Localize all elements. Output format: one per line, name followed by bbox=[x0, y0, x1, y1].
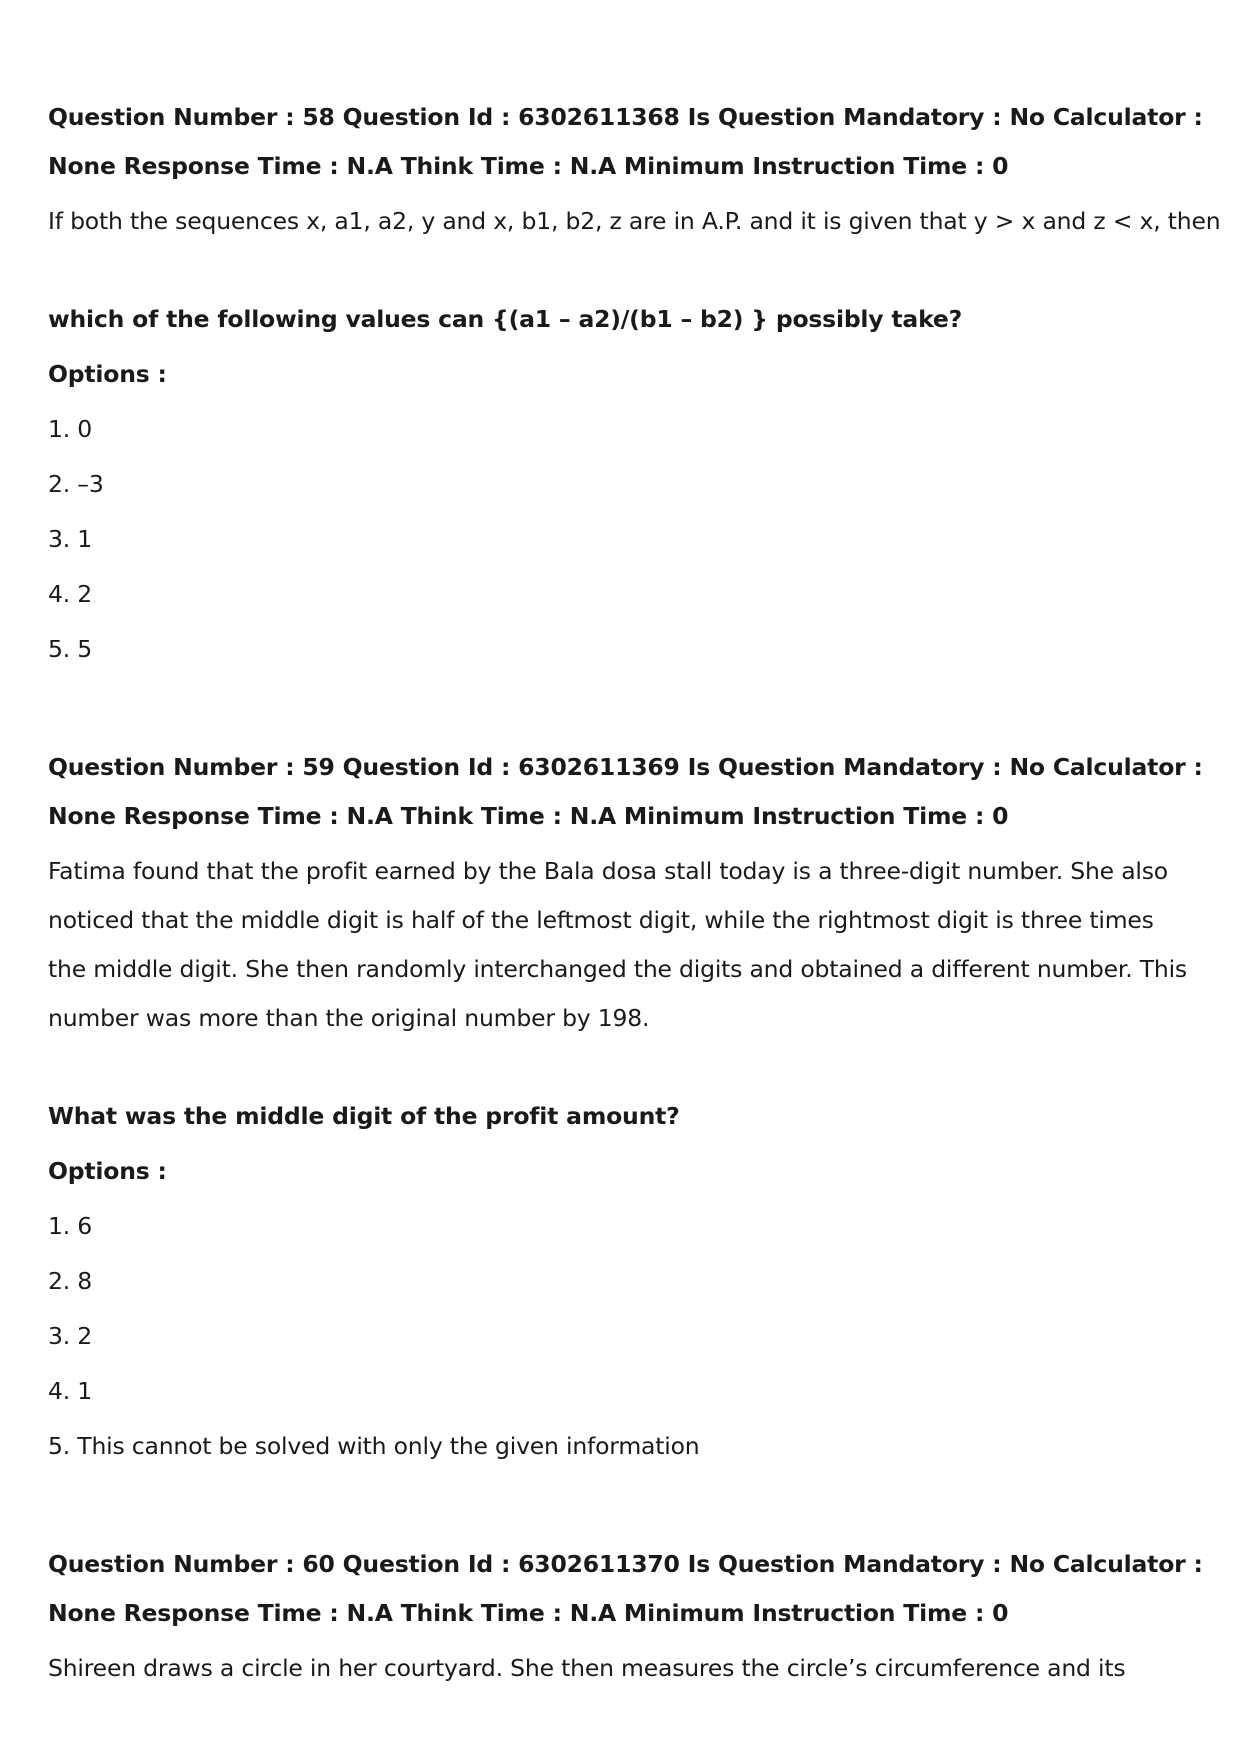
q58-option-3: 3. 1 bbox=[48, 525, 93, 553]
q58-option-5: 5. 5 bbox=[48, 635, 93, 663]
q59-option-4: 4. 1 bbox=[48, 1377, 93, 1405]
q58-option-1: 1. 0 bbox=[48, 415, 93, 443]
q59-options-label: Options : bbox=[48, 1157, 167, 1185]
q59-option-5: 5. This cannot be solved with only the given information bbox=[48, 1432, 700, 1460]
q58-question-text: which of the following values can {(a1 – a2)/(b1 – b2) } possibly take? bbox=[48, 305, 963, 333]
q59-header-line2: None Response Time : N.A Think Time : N.A Minimum Instruction Time : 0 bbox=[48, 802, 1009, 830]
q58-options-label: Options : bbox=[48, 360, 167, 388]
q58-option-4: 4. 2 bbox=[48, 580, 93, 608]
q60-header-line2: None Response Time : N.A Think Time : N.A Minimum Instruction Time : 0 bbox=[48, 1599, 1009, 1627]
q59-body-line3: the middle digit. She then randomly interchanged the digits and obtained a different number. This bbox=[48, 955, 1187, 983]
q59-body-line2: noticed that the middle digit is half of the leftmost digit, while the rightmost digit is three times bbox=[48, 906, 1154, 934]
q60-header-line1: Question Number : 60 Question Id : 6302611370 Is Question Mandatory : No Calculator : bbox=[48, 1550, 1203, 1578]
q58-header-line1: Question Number : 58 Question Id : 6302611368 Is Question Mandatory : No Calculator : bbox=[48, 103, 1203, 131]
q58-option-2: 2. –3 bbox=[48, 470, 104, 498]
q59-option-1: 1. 6 bbox=[48, 1212, 93, 1240]
q59-option-2: 2. 8 bbox=[48, 1267, 93, 1295]
q59-option-3: 3. 2 bbox=[48, 1322, 93, 1350]
q58-body-line1: If both the sequences x, a1, a2, y and x, b1, b2, z are in A.P. and it is given that y > x and z < x, then bbox=[48, 207, 1221, 235]
q58-header-line2: None Response Time : N.A Think Time : N.A Minimum Instruction Time : 0 bbox=[48, 152, 1009, 180]
q59-body-line4: number was more than the original number by 198. bbox=[48, 1004, 650, 1032]
q59-body-line1: Fatima found that the profit earned by the Bala dosa stall today is a three-digit number. She also bbox=[48, 857, 1168, 885]
q59-question-text: What was the middle digit of the profit amount? bbox=[48, 1102, 680, 1130]
q60-body-line1: Shireen draws a circle in her courtyard. She then measures the circle’s circumference and its bbox=[48, 1654, 1126, 1682]
q59-header-line1: Question Number : 59 Question Id : 6302611369 Is Question Mandatory : No Calculator : bbox=[48, 753, 1203, 781]
